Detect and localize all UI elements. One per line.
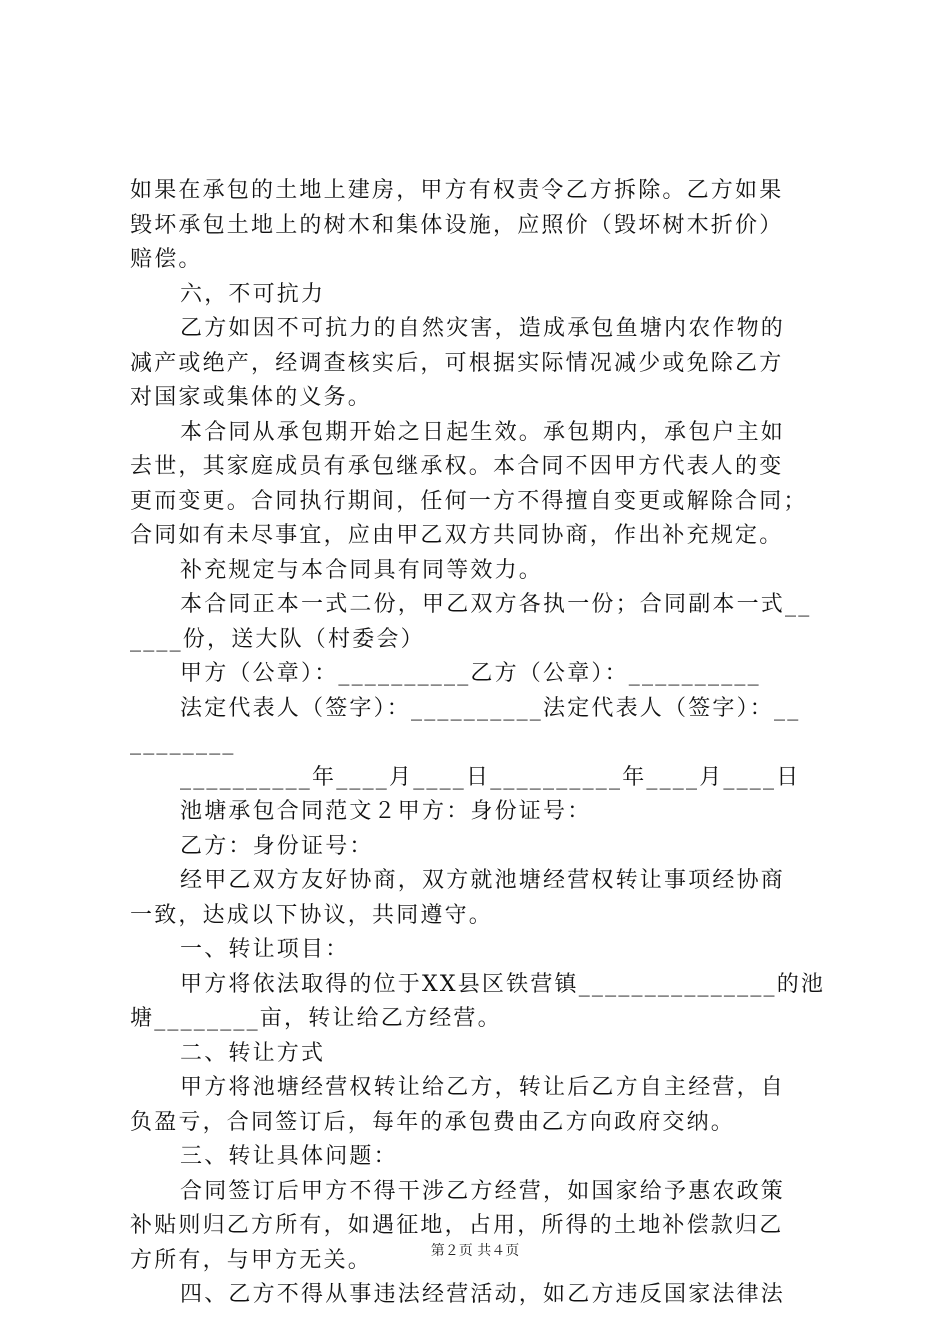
section-heading: 一、转让项目：: [180, 937, 350, 962]
section-heading: 三、转让具体问题：: [180, 1144, 398, 1169]
text-line: 减产或绝产，经调查核实后，可根据实际情况减少或免除乙方: [130, 350, 784, 376]
text-line: 甲方将池塘经营权转让给乙方，转让后乙方自主经营，自: [180, 1075, 786, 1100]
text-line: 合同如有未尽事宜，应由甲乙双方共同协商，作出补充规定。: [130, 523, 784, 548]
text-line: 赔偿。: [130, 247, 203, 272]
text-line: 乙方如因不可抗力的自然灾害，造成承包鱼塘内农作物的: [180, 316, 786, 341]
text-line: 方所有，与甲方无关。: [130, 1247, 373, 1273]
text-line: 负盈亏，合同签订后，每年的承包费由乙方向政府交纳。: [130, 1109, 736, 1135]
text-line: 去世，其家庭成员有承包继承权。本合同不因甲方代表人的变: [130, 454, 784, 479]
text-line: 本合同正本一式二份，甲乙双方各执一份；合同副本一式__: [180, 592, 812, 617]
text-line: 补贴则归乙方所有，如遇征地，占用，所得的土地补偿款归乙: [130, 1213, 784, 1238]
seal-line: 甲方（公章）：__________乙方（公章）：__________: [180, 661, 761, 686]
text-line: ____份，送大队（村委会）: [130, 626, 425, 652]
text-line: 一致，达成以下协议，共同遵守。: [130, 902, 494, 928]
text-line: 经甲乙双方友好协商，双方就池塘经营权转让事项经协商: [180, 868, 786, 893]
page-number: 第２页 共４页: [430, 1243, 520, 1259]
text-line: 合同签订后甲方不得干涉乙方经营，如国家给予惠农政策: [180, 1178, 786, 1204]
text-line: 甲方将依法取得的位于XX县区铁营镇_______________的池: [180, 971, 826, 997]
section-heading: 六，不可抗力: [180, 281, 326, 307]
section-heading: 二、转让方式: [180, 1040, 326, 1066]
text-line: 塘________亩，转让给乙方经营。: [130, 1006, 502, 1031]
section-heading: 四、乙方不得从事违法经营活动，如乙方违反国家法律法: [180, 1282, 786, 1307]
section-heading: 池塘承包合同范文２甲方：身份证号：: [180, 799, 592, 824]
text-line: 本合同从承包期开始之日起生效。承包期内，承包户主如: [180, 419, 786, 445]
text-line: 毁坏承包土地上的树木和集体设施，应照价（毁坏树木折价）: [130, 212, 784, 238]
text-line: 如果在承包的土地上建房，甲方有权责令乙方拆除。乙方如果: [130, 178, 784, 203]
signature-line: 法定代表人（签字）：__________法定代表人（签字）：__: [180, 695, 801, 721]
signature-line-continued: ________: [130, 730, 236, 755]
text-line: 乙方：身份证号：: [180, 833, 374, 859]
document-body: [130, 174, 832, 1313]
text-line: 补充规定与本合同具有同等效力。: [180, 557, 544, 583]
text-line: 对国家或集体的义务。: [130, 385, 373, 410]
text-line: 更而变更。合同执行期间，任何一方不得擅自变更或解除合同；: [130, 488, 808, 514]
date-line: __________年____月____日__________年____月____日: [180, 764, 801, 790]
